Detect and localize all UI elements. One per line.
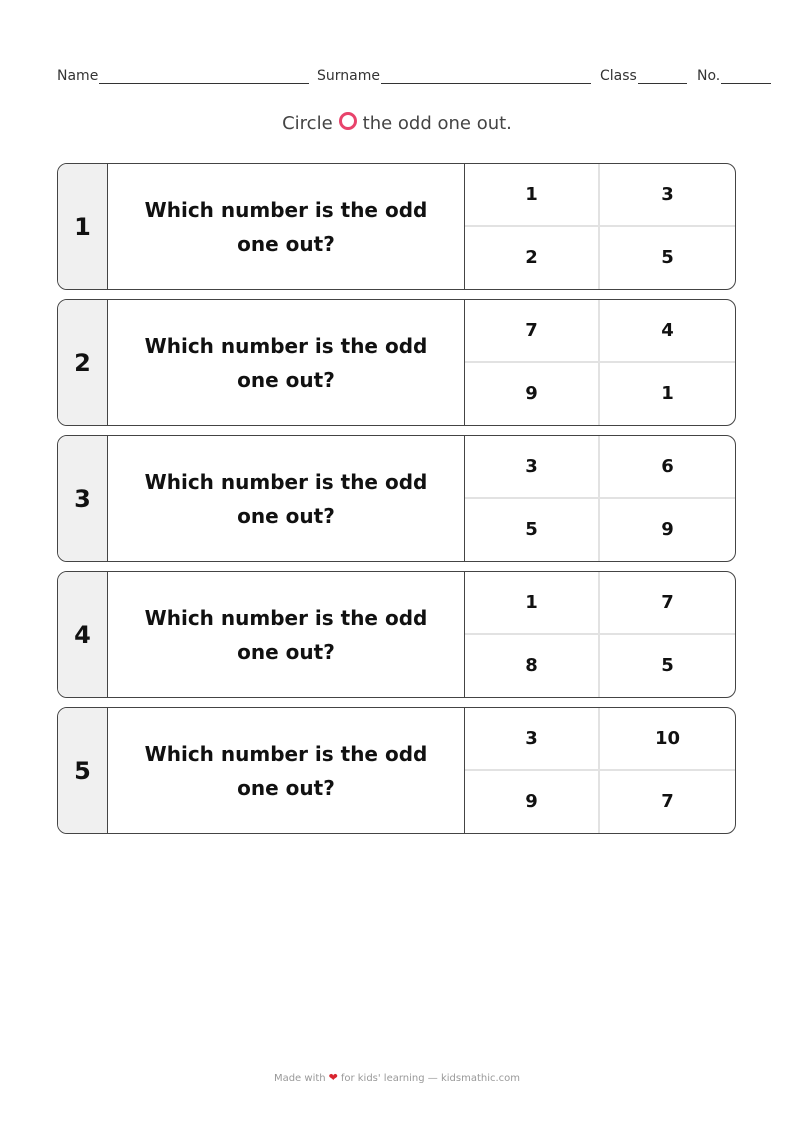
answer-option[interactable]: 7 <box>661 791 674 813</box>
question-text: Which number is the odd one out? <box>108 164 465 289</box>
answer-option[interactable]: 9 <box>465 771 600 834</box>
answer-option[interactable]: 9 <box>465 363 600 426</box>
footer-text-after: for kids' learning — kidsmathic.com <box>340 1073 521 1084</box>
question-number: 2 <box>58 300 108 425</box>
number-label: No. <box>697 68 721 84</box>
answer-option[interactable]: 4 <box>600 300 735 363</box>
question-text: Which number is the odd one out? <box>108 572 465 697</box>
answer-option[interactable]: 3 <box>465 708 600 771</box>
instruction <box>0 112 794 134</box>
class-label: Class <box>600 68 637 84</box>
question-card-4 <box>57 571 736 698</box>
answer-option[interactable]: 2 <box>465 227 600 290</box>
footer <box>0 1071 794 1084</box>
heart-icon: ❤ <box>328 1071 338 1084</box>
question-text: Which number is the odd one out? <box>108 708 465 833</box>
surname-label: Surname <box>317 68 380 84</box>
question-card-1 <box>57 163 736 290</box>
instruction-text-after: the odd one out. <box>362 113 512 134</box>
question-text: Which number is the odd one out? <box>108 300 465 425</box>
question-card-3 <box>57 435 736 562</box>
answer-option[interactable]: 8 <box>465 635 600 698</box>
answer-grid <box>465 436 735 561</box>
answer-option[interactable]: 5 <box>661 247 674 269</box>
question-number: 4 <box>58 572 108 697</box>
footer-text-before: Made with <box>273 1073 326 1084</box>
question-number: 1 <box>58 164 108 289</box>
name-label: Name <box>57 68 99 84</box>
answer-option[interactable]: 1 <box>661 383 674 405</box>
answer-grid <box>465 300 735 425</box>
answer-grid <box>465 708 735 833</box>
answer-option[interactable]: 6 <box>600 436 735 499</box>
answer-option[interactable]: 3 <box>465 436 600 499</box>
answer-option[interactable]: 1 <box>465 164 600 227</box>
circle-ring-icon <box>339 112 357 130</box>
surname-field[interactable] <box>317 68 591 84</box>
class-field[interactable] <box>600 68 687 84</box>
class-line[interactable] <box>638 69 687 84</box>
answer-option[interactable]: 1 <box>465 572 600 635</box>
name-field[interactable] <box>57 68 309 84</box>
answer-grid <box>465 572 735 697</box>
question-number: 5 <box>58 708 108 833</box>
surname-line[interactable] <box>381 69 591 84</box>
number-line[interactable] <box>721 69 771 84</box>
answer-option[interactable]: 3 <box>600 164 735 227</box>
instruction-text-before: Circle <box>282 113 333 134</box>
answer-option[interactable]: 7 <box>600 572 735 635</box>
number-field[interactable] <box>697 68 771 84</box>
question-number: 3 <box>58 436 108 561</box>
question-text: Which number is the odd one out? <box>108 436 465 561</box>
answer-option[interactable]: 5 <box>661 655 674 677</box>
question-card-5 <box>57 707 736 834</box>
answer-option[interactable]: 5 <box>465 499 600 562</box>
name-line[interactable] <box>99 69 309 84</box>
student-info-header <box>57 68 773 88</box>
answer-grid <box>465 164 735 289</box>
answer-option[interactable]: 10 <box>600 708 735 771</box>
answer-option[interactable]: 7 <box>465 300 600 363</box>
answer-option[interactable]: 9 <box>661 519 674 541</box>
question-card-2 <box>57 299 736 426</box>
